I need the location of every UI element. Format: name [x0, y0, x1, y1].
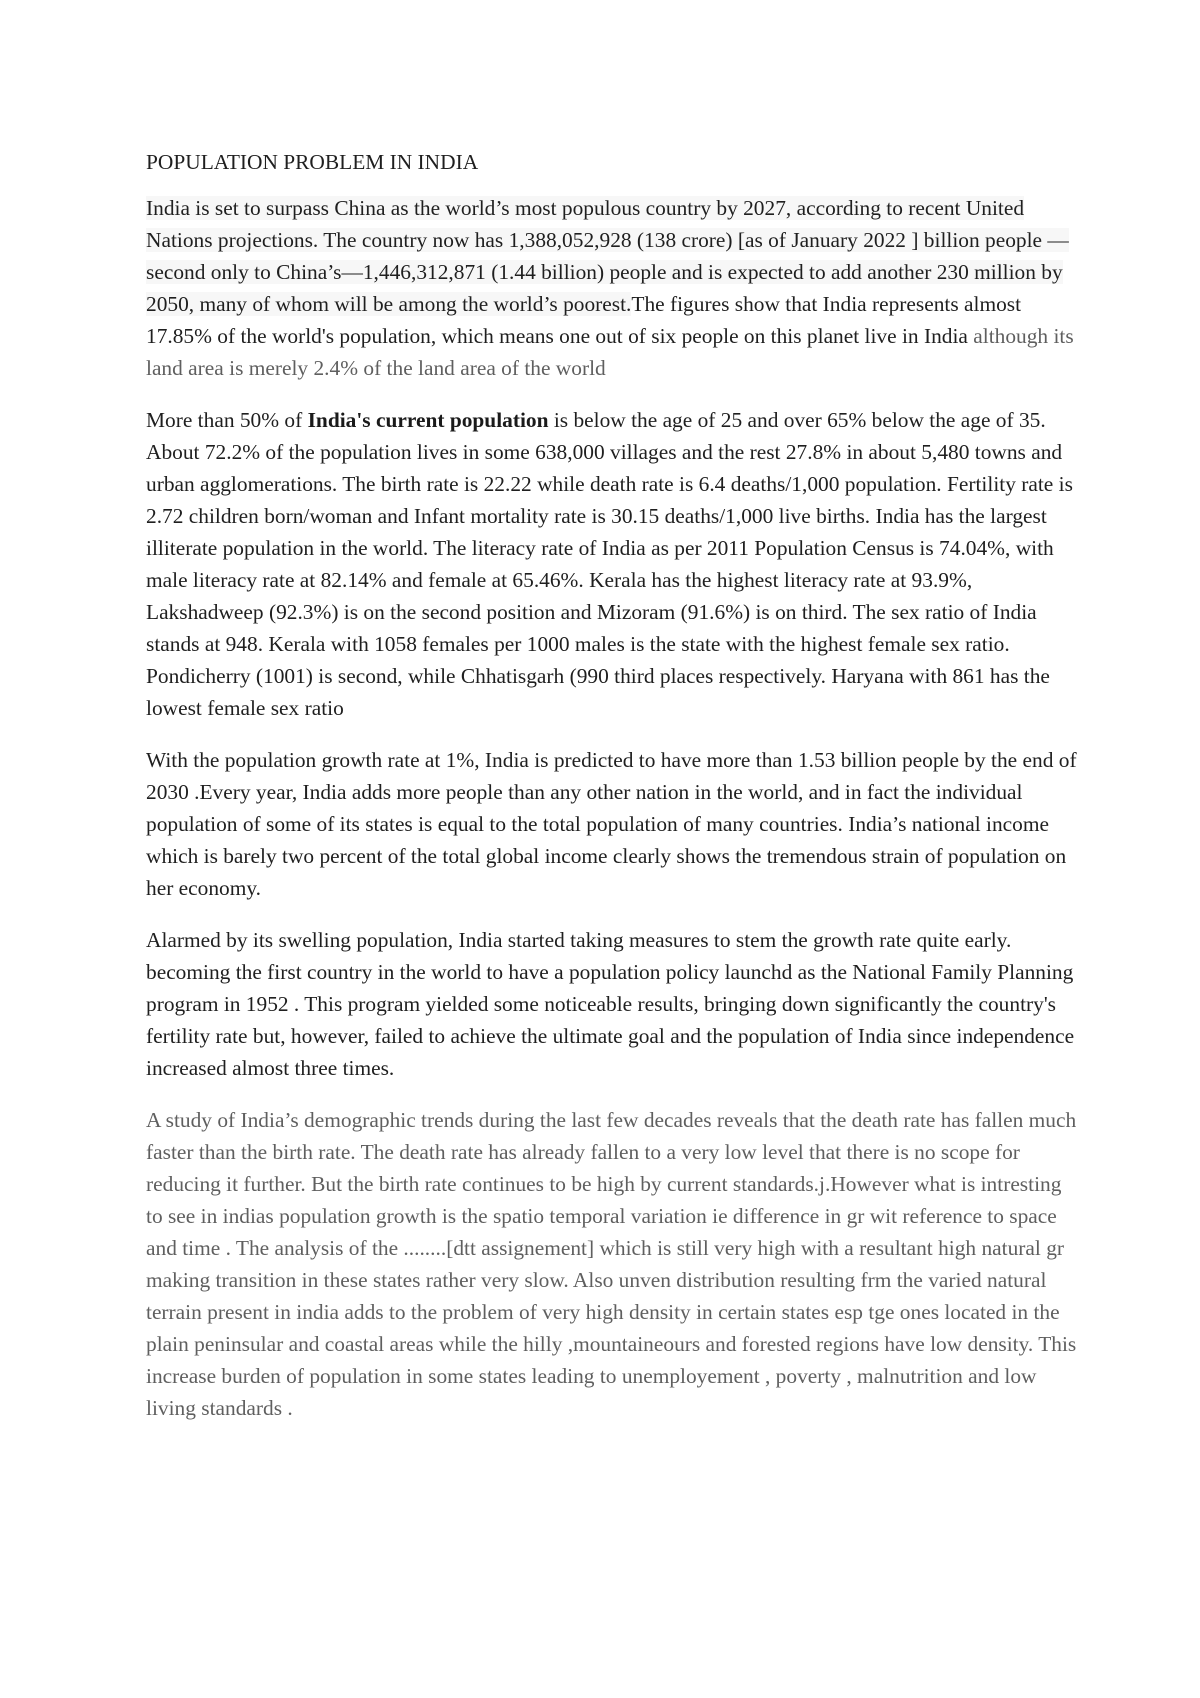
paragraph-5: A study of India’s demographic trends during the last few decades reveals that the death rate has fallen much faster than the birth rate. The death rate has already fallen to a very low level that there is no scope for reducing it further. But the birth rate continues to be high by current standards.j.However what is intresting to see in indias population growth is the spatio temporal variation ie difference in gr wit reference to space and time . The analysis of the ........[dtt assignement] which is still very high with a resultant high natural gr making transition in these states rather very slow. Also unven distribution resulting frm the varied natural terrain present in india adds to the problem of very high density in certain states esp tge ones located in the plain peninsular and coastal areas while the hilly ,mountaineours and forested regions have low density. This increase burden of population in some states leading to unemployement , poverty , malnutrition and low living standards . [146, 1108, 1077, 1420]
paragraph-2 [146, 404, 1081, 724]
paragraph-1-highlighted-text: India is set to surpass China as the world’s most populous country by 2027, according to recent United Nations projections. The country now has 1,388,052,928 (138 crore) [as of January 2022 ] billion people — second only to China’s—1,446,312,871 (1.44 billion) people and is expected to add another 230 million by 2050, many of whom will be among the world’s poorest. [146, 196, 1069, 316]
paragraph-1-text: The figures show that India represents almost 17.85% of the world's population, which means one out of six people on this planet live in India [146, 292, 1022, 348]
document-body [146, 146, 1081, 1444]
document-title: POPULATION PROBLEM IN INDIA [146, 150, 479, 174]
paragraph-1-grey-text: although its land area is merely 2.4% of the land area of the world [146, 324, 1074, 380]
paragraph-2-lead: More than 50% of [146, 408, 308, 432]
paragraph-1 [146, 192, 1081, 384]
paragraph-3: With the population growth rate at 1%, India is predicted to have more than 1.53 billion people by the end of 2030 .Every year, India adds more people than any other nation in the world, and in fact the individual population of some of its states is equal to the total population of many countries. India’s national income which is barely two percent of the total global income clearly shows the tremendous strain of population on her economy. [146, 748, 1077, 900]
paragraph-2-text: is below the age of 25 and over 65% below the age of 35. About 72.2% of the population lives in some 638,000 villages and the rest 27.8% in about 5,480 towns and urban agglomerations. The birth rate is 22.22 while death rate is 6.4 deaths/1,000 population. Fertility rate is 2.72 children born/woman and Infant mortality rate is 30.15 deaths/1,000 live births. India has the largest illiterate population in the world. The literacy rate of India as per 2011 Population Census is 74.04%, with male literacy rate at 82.14% and female at 65.46%. Kerala has the highest literacy rate at 93.9%, Lakshadweep (92.3%) is on the second position and Mizoram (91.6%) is on third. The sex ratio of India stands at 948. Kerala with 1058 females per 1000 males is the state with the highest female sex ratio. Pondicherry (1001) is second, while Chhatisgarh (990 third places respectively. Haryana with 861 has the lowest female sex ratio [146, 408, 1073, 720]
paragraph-4: Alarmed by its swelling population, India started taking measures to stem the growth rate quite early. becoming the first country in the world to have a population policy launchd as the National Family Planning program in 1952 . This program yielded some noticeable results, bringing down significantly the country's fertility rate but, however, failed to achieve the ultimate goal and the population of India since independence increased almost three times. [146, 928, 1075, 1080]
paragraph-2-bold-phrase: India's current population [307, 408, 549, 432]
